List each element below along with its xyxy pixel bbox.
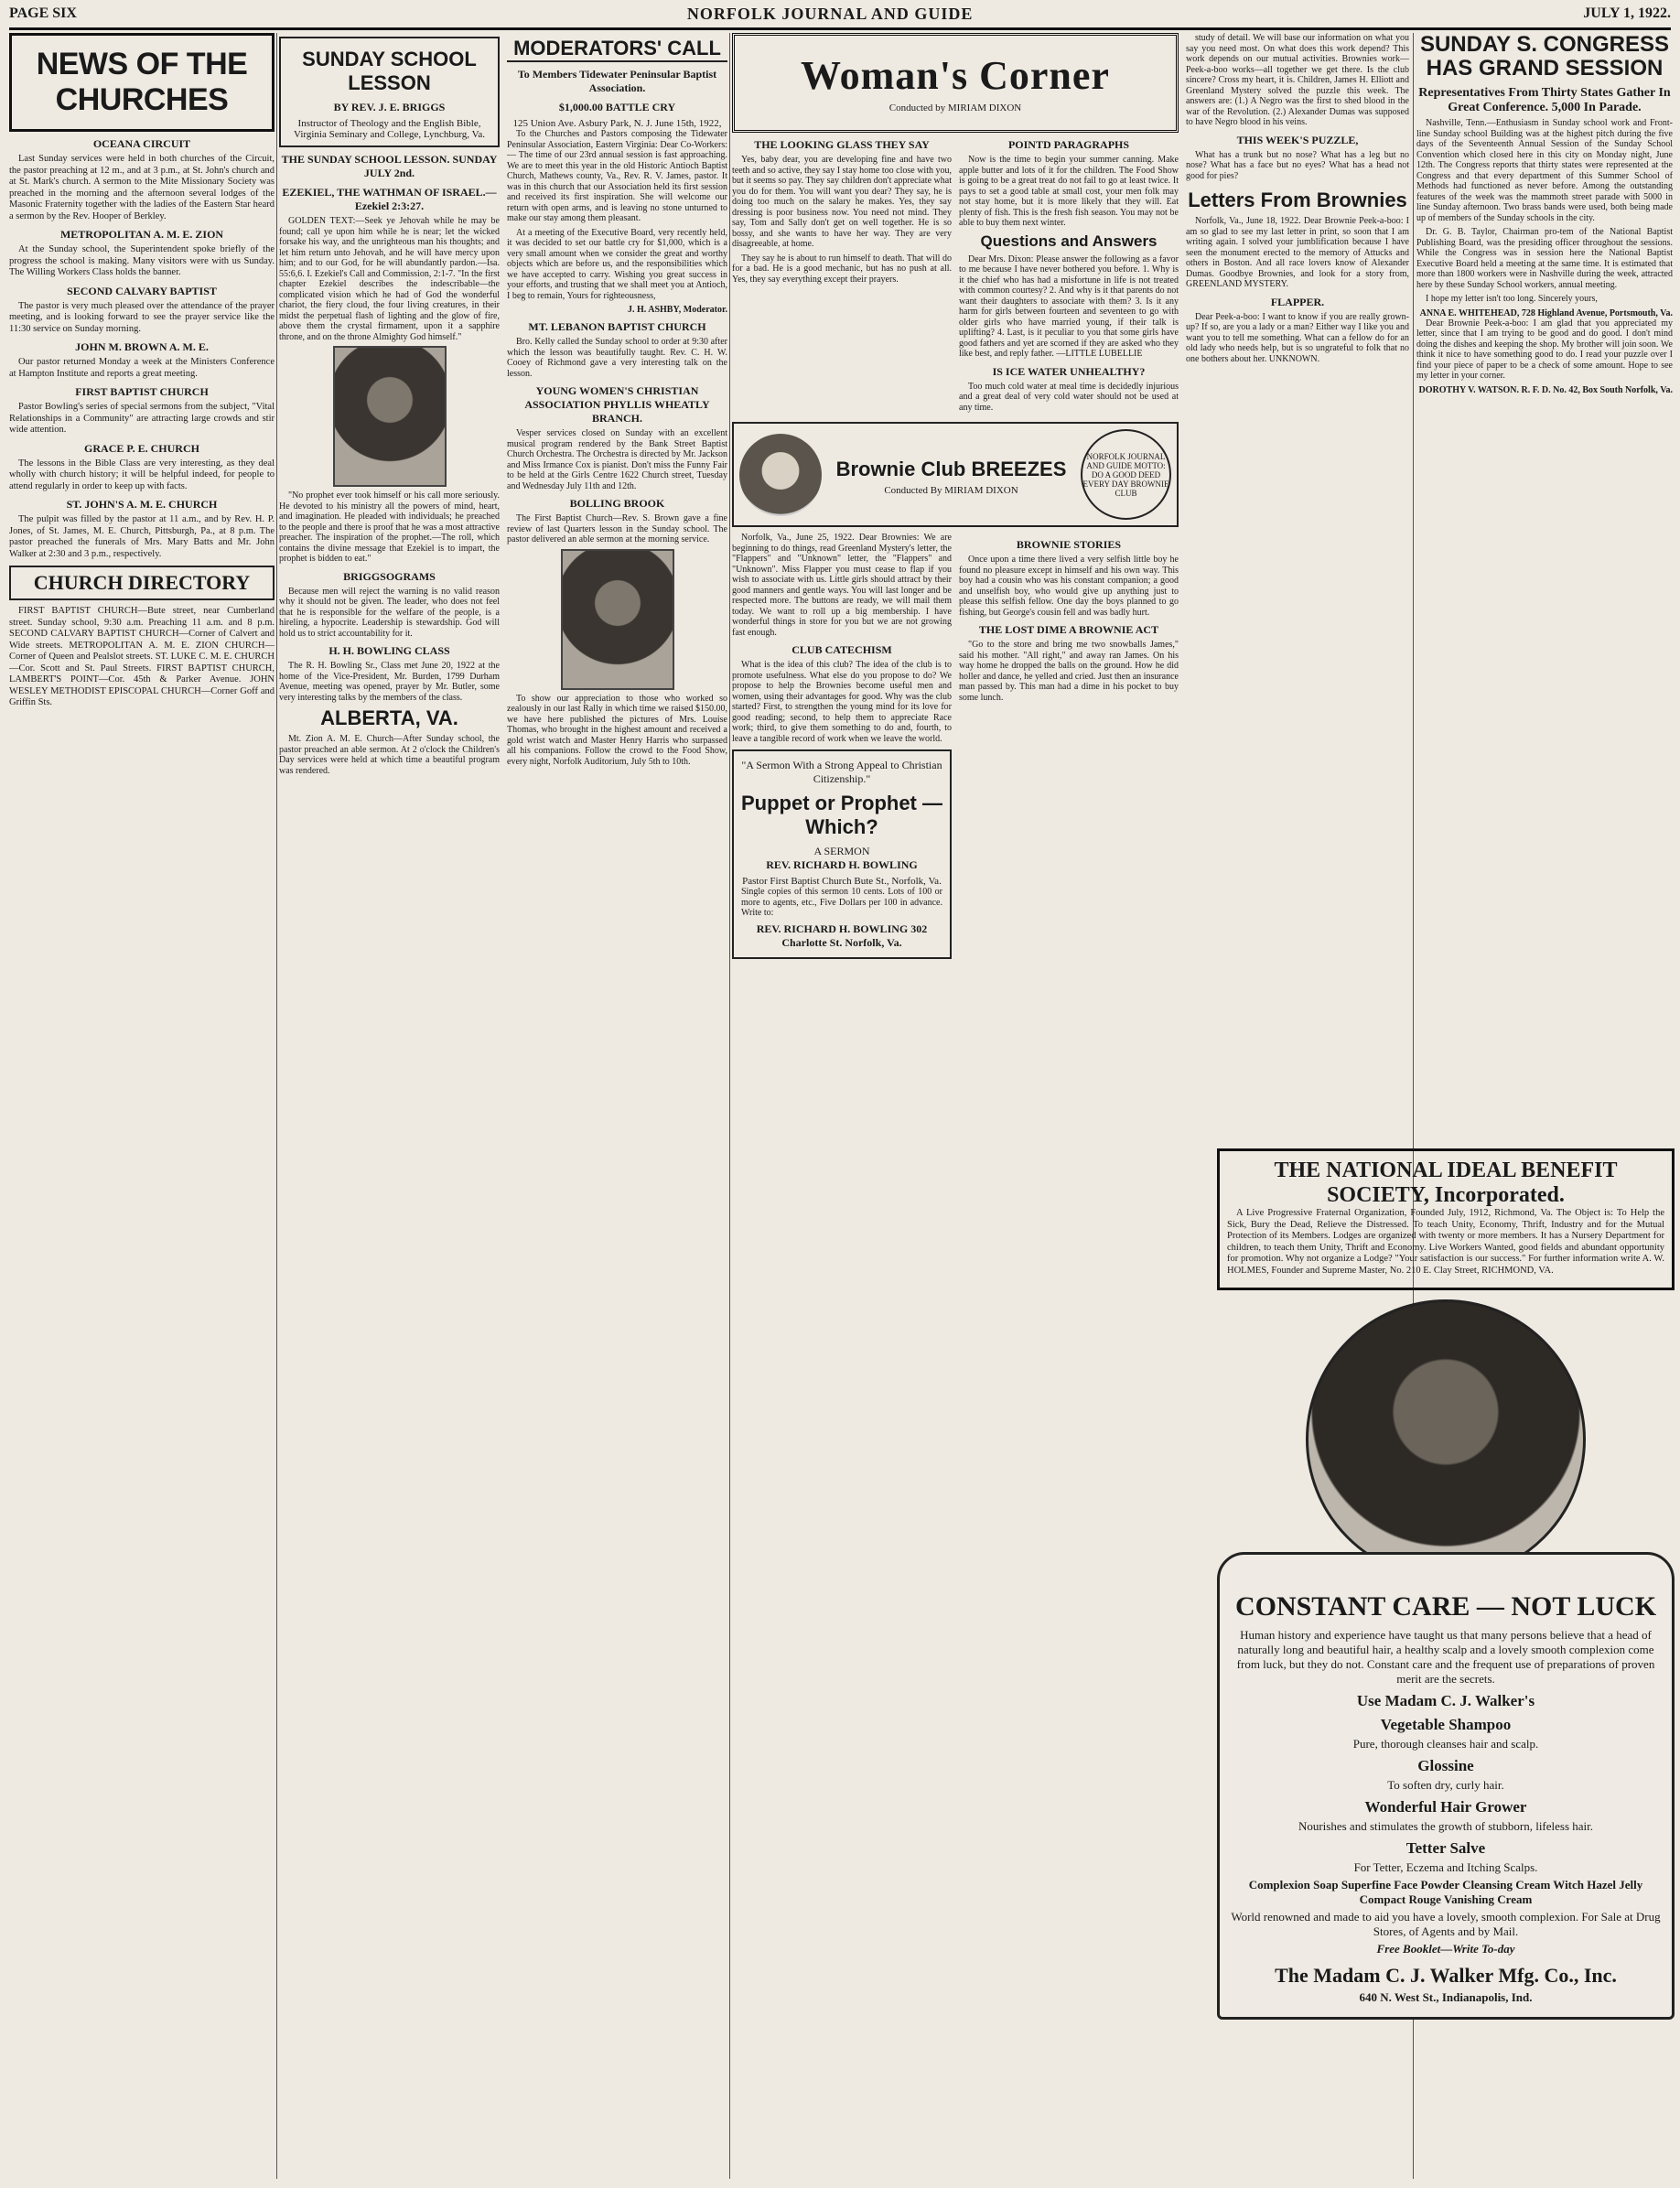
point-text: Now is the time to begin your summer canning. Make apple butter and lots of it for the children. The Food Show is going to be a great treat do not fail to go at least twice. It pays to set a good table at small cost, your men folk may not stay home, but it is more likely that they will. Eat plenty of fish. This is the fresh fish season. You may not be able to buy them next winter. (959, 155, 1179, 228)
article-text: Pastor Bowling's series of special sermons from the subject, "Vital Relationships in a Community" are attracting large crowds and stir wide attention. (9, 402, 275, 435)
product-desc: Nourishes and stimulates the growth of stubborn, lifeless hair. (1298, 1819, 1594, 1833)
article-text: The lessons in the Bible Class are very interesting, as they deal wholly with church history; it will be helpful indeed, for people to attend regularly in order to keep up with facts. (9, 458, 275, 491)
article-text: The pulpit was filled by the pastor at 11 a.m., and by Rev. H. P. Jones, of St. James, M. E. Church, Pittsburgh, Pa., at 8 p.m. The pastor preached the funerals of Mrs. Mary Batts and Mr. John Walker at 2:30 and 3 p.m., respectively. (9, 514, 275, 559)
brownie-club-seal: NORFOLK JOURNAL AND GUIDE MOTTO: DO A GOOD DEED EVERY DAY BROWNIE CLUB (1081, 429, 1171, 520)
alberta-head: ALBERTA, VA. (320, 706, 458, 729)
congress-sub: Representatives From Thirty States Gather In Great Conference. 5,000 In Parade. (1418, 86, 1671, 114)
portrait-photo (561, 549, 674, 690)
lesson-subhead: EZEKIEL, THE WATHMAN OF ISRAEL.—Ezekiel 2:3:27. (282, 186, 497, 212)
alberta-text: Mt. Zion A. M. E. Church—After Sunday school, the pastor preached an able sermon. At 2 o'clock the Children's Day services were held at which time a beautiful program was rendered. (279, 734, 500, 776)
sermon-order: Single copies of this sermon 10 cents. Lots of 100 or more to agents, etc., Five Dollars per 100 in advance. Write to: (741, 887, 942, 918)
walker-ad-world: World renowned and made to aid you have a lovely, smooth complexion. For Sale at Drug Stores, of Agents and by Mail. (1231, 1910, 1661, 1938)
lesson-header (279, 37, 500, 147)
club-text: study of detail. We will base our information on what you say you need most. On what does this work depend? This work depends on our mutual activities. Brownies work—Peek-a-boo works—all together we get there. Is the club sincere? Cross my heart, it is. Children, James H. Elliott and Greenland Mystery solved the puzzle this week. The answers are: (1.) A Negro was the first to shed blood in the war of the Revolution. (2.) Alexander Dumas was supposed to have Negro blood in his veins. (1186, 33, 1409, 127)
sermon-quote: "A Sermon With a Strong Appeal to Christian Citizenship." (741, 759, 942, 785)
article-head: ST. JOHN'S A. M. E. CHURCH (66, 498, 218, 511)
qa-text: Dear Mrs. Dixon: Please answer the following as a favor to me because I have never bothered you before. 1. Why is it the chief who has had a misfortune in life is not treated with common courtesy? 2. And why is it that parents do not want their daughters to associate with them? 3. Is it any harm for girls between fourteen and seventeen to go with older girls who have married young, if their talk is uplifting? 4. Last, is it peculiar to you that some girls have good fathers and yet are scorned if they are asked who they like best, and reply father. —LITTLE LUBELLIE (959, 253, 1179, 359)
bowling-class-head: H. H. BOWLING CLASS (328, 644, 450, 657)
brownie-text: Norfolk, Va., June 25, 1922. Dear Brownies: We are beginning to do things, read Greenland Mystery's letter, the "Flappers" and "Unknown" letter, the "Flappers" and "Unknown". Miss Flapper you must cease to flap if you wish to associate with us. Little girls should attract by their good manners and gentle ways. You will last longer and be respected more. The buttons are ready, we will mail them today. We want to roll up a big membership. I have wonderful things in store for you but we are not growing fast enough. (732, 533, 952, 638)
product-desc: Pure, thorough cleanses hair and scalp. (1352, 1737, 1539, 1751)
letter-signature: ANNA E. WHITEHEAD, 728 Highland Avenue, Portsmouth, Va. (1419, 307, 1673, 318)
ice-text: Too much cold water at meal time is decidedly injurious and a great deal of very cold water should not be used at any time. (959, 381, 1179, 413)
article-text: Our pastor returned Monday a week at the Ministers Conference at Hampton Institute and reports a great meeting. (9, 357, 275, 379)
sermon-label: A SERMON (813, 845, 870, 857)
section-title: NEWS OF THE CHURCHES (9, 33, 275, 132)
product-name: Vegetable Shampoo (1380, 1716, 1512, 1733)
walker-ad-intro: Human history and experience have taught us that many persons believe that a head of naturally long and beautiful hair, a healthy scalp and a lovely smooth complexion come from luck, but they do not. Constant care and the frequent use of preparations of proven merit are the secrets. (1236, 1628, 1655, 1686)
lesson-affiliation: Instructor of Theology and the English Bible, Virginia Seminary and College, Lynchburg, Va. (294, 118, 485, 140)
article-head: JOHN M. BROWN A. M. E. (75, 340, 209, 353)
battle-cry: $1,000.00 BATTLE CRY (558, 101, 676, 113)
womans-corner-header (732, 33, 1179, 133)
briggsograms-head: BRIGGSOGRAMS (343, 569, 436, 583)
ads-area (1217, 1148, 1675, 2123)
lesson-text: GOLDEN TEXT:—Seek ye Jehovah while he may be found; call ye upon him while he is near; let the wicked forsake his way, and the unrighteous man his thoughts; and let him return unto Jehovah, and he will have mercy upon him; and to our God, for he will abundantly pardon.—Isa. 55:6,6. I. Ezekiel's Call and Commission, 2:1-7. "In the first chapter Ezekiel describes the indescribable—the complicated vision which he had of God the wonderful chariot, the fiery cloud, the four living creatures, in their midst the perpetual flash of lighting and the glow of fire, above them the crystal firmament, upon it a sapphire throne, and on the throne Almighty God himself." (279, 216, 500, 342)
product-name: Wonderful Hair Grower (1364, 1798, 1527, 1816)
church-news-column (9, 33, 275, 2179)
article-head: SECOND CALVARY BAPTIST (67, 284, 217, 297)
article-head: OCEANA CIRCUIT (92, 137, 191, 150)
benefit-society-ad (1217, 1148, 1675, 1290)
womans-corner-byline: Conducted by MIRIAM DIXON (888, 102, 1022, 113)
womans-corner-title: Woman's Corner (801, 53, 1110, 98)
brownie-club-title: Brownie Club BREEZES (835, 457, 1067, 480)
lesson-head: THE SUNDAY SCHOOL LESSON. SUNDAY JULY 2nd. (281, 153, 498, 179)
product-desc: For Tetter, Eczema and Itching Scalps. (1353, 1860, 1538, 1874)
dime-text: "Go to the store and bring me two snowballs James," said his mother. "All right," and away ran James. On his way home he dropped the balls on the ground. How he did holler and dance, he yelled and cried. Just then an insurance man passed by. This man had a dime in his pocket to buy some lunch. (959, 640, 1179, 703)
brownie-club-byline: Conducted By MIRIAM DIXON (884, 484, 1018, 496)
moderator-address: 125 Union Ave. Asbury Park, N. J. June 15th, 1922, (512, 118, 722, 129)
lesson-column (279, 33, 727, 2179)
lesson-byline: BY REV. J. E. BRIGGS (333, 101, 446, 113)
walker-ad (1217, 1299, 1675, 2123)
glass-text: They say he is about to run himself to death. That will do for a bad. He is a good mechanic, but has no push at all. Yes, they say everything except their prayers. (732, 253, 952, 285)
product-name: Tetter Salve (1405, 1839, 1486, 1857)
brownie-club-header (732, 422, 1179, 527)
portrait-photo (333, 346, 447, 487)
page-number: PAGE SIX (9, 5, 77, 21)
ywca-text: Vesper services closed on Sunday with an excellent musical program rendered by the Bank Street Baptist Church Orchestra. The Orchestra is directed by Mr. Jackson and Miss Irmance Cox is pianist. Don't miss the Funny Fair to be held at the Girls Centre 1622 Church street, Tuesday and Wednesday July 11th and 12th. (507, 428, 727, 491)
congress-text: Nashville, Tenn.—Enthusiasm in Sunday school work and Front-line Sunday school Building was at the highest pitch during the five days of the Seventeenth Annual Session of the Sunday School Convention which closed here in this city on Monday night, June 12th. The Congress reports that thirty states were represented at the Congress and that every department of this Summer School of Methods had functioned as never before. Among the outstanding features of the week was the mammoth street parade with 5000 in line Sunday afternoon. Two brass bands were used, both being made up of members of the Sunday schools in the city. (1416, 118, 1673, 223)
article-text: Last Sunday services were held in both churches of the Circuit, the pastor preaching at 12 m., and at 3 p.m., at St. John's church and at St. Mark's church. A sermon to the Mite Missionary Society was preached in the morning and the afternoon several lodges of the Masonic Fraternity together with the ladies of the Eastern Star heard a sermon by the Rev. Hooper of Berkley. (9, 154, 275, 221)
walker-ad-use: Use Madam C. J. Walker's (1356, 1692, 1535, 1709)
dime-head: THE LOST DIME A BROWNIE ACT (978, 623, 1159, 636)
point-head: POINTD PARAGRAPHS (1007, 138, 1130, 151)
bolling-text: The First Baptist Church—Rev. S. Brown gave a fine review of last Quarters lesson in the Sunday school. The pastor delivered an able sermon at the morning service. (507, 513, 727, 544)
flapper-head: FLAPPER. (1270, 295, 1325, 308)
sermon-address: REV. RICHARD H. BOWLING 302 Charlotte St. Norfolk, Va. (756, 922, 928, 949)
walker-ad-title: CONSTANT CARE — NOT LUCK (1234, 1591, 1657, 1622)
article-head: FIRST BAPTIST CHURCH (75, 385, 209, 398)
bolling-head: BOLLING BROOK (569, 497, 665, 510)
brownie-face-image (739, 434, 822, 516)
puzzle-text: What has a trunk but no nose? What has a leg but no nose? What has a face but no eyes? What has a head not good for pies? (1186, 149, 1409, 181)
letters-text: Norfolk, Va., June 18, 1922. Dear Brownie Peek-a-boo: I am so glad to see my last letter in print, so soon that I am writing again. I solved your jumblification because I have seen the monument erected to the memory of Attucks and others in Boston. And all race lovers know of Alexander Dumas. Goodbye Brownies, and look for a story from, GREENLAND MYSTERY. (1186, 216, 1409, 289)
lesson-text: "No prophet ever took himself or his call more seriously. He devoted to his ministry all the powers of mind, heart, and imagination. He pleaded with individuals; he preached to the people and there is proof that he was a most attractive preacher. The inspiration of the prophet.—The roll, which contains the divine message that Ezekiel is to impart, the prophet is bidden to eat." (279, 490, 500, 564)
moderator-text: To the Churches and Pastors composing the Tidewater Peninsular Association, Eastern Virginia: Dear Co-Workers:— The time of our 23rd annual session is fast approaching. We are to meet this year in the old Historic Antioch Baptist Church, Mathews county, Va., Rev. R. V. James, pastor. It was in this church that our Association held its first session and received its first inspiration. She will welcome our return with open arms, and is leaving no stone unturned to make our stay among them pleasant. (507, 129, 727, 223)
lebanon-text: Bro. Kelly called the Sunday school to order at 9:30 after which the lesson was beautifully taught. Rev. C. H. W. Cooey of Richmond gave a very interesting talk on the lesson. (507, 337, 727, 379)
walker-ad-booklet: Free Booklet—Write To-day (1376, 1942, 1515, 1956)
puzzle-head: THIS WEEK'S PUZZLE, (1236, 133, 1359, 146)
article-head: GRACE P. E. CHURCH (84, 441, 199, 455)
sermon-title: Puppet or Prophet —Which? (741, 792, 942, 838)
letter-text: Dear Brownie Peek-a-boo: I am glad that you appreciated my letter, since that I am trying to be good and do good. I don't mind doing the dishes and keeping the shop. My brother will join soon. We think it nice to have something good to do. I read your puzzle over I find your piece of paper to be a check of some amount. Hope to see my letter in your corner. (1416, 318, 1673, 381)
letters-head: Letters From Brownies (1188, 189, 1407, 211)
article-text: The pastor is very much pleased over the attendance of the prayer meeting, and is looking forward to see the prayer service like the 11:30 service on Sunday morning. (9, 300, 275, 334)
article-text: At the Sunday school, the Superintendent spoke briefly of the progress the school is making. Many visitors were with us Sunday. The Willing Workers Class holds the banner. (9, 244, 275, 277)
masthead (9, 0, 1671, 30)
glass-text: Yes, baby dear, you are developing fine and have two teeth and so active, they say I stay home too close with you, but it seems so pay. They say children don't appreciate what you do for them. You will want you dear? They say, he is doing too much on the salary he makes. Yes, they say dressing is poor business now. You need not mind. They say, Tom and Sally don't get on well together. He is so bossy, and she wants to have her way. They are very disagreeable, at home. (732, 155, 952, 249)
column-rule (729, 33, 730, 2179)
directory-text: FIRST BAPTIST CHURCH—Bute street, near Cumberland street. Sunday school, 9:30 a.m. Preaching 11 a.m. and 8 p.m. SECOND CALVARY BAPTIST CHURCH—Corner of Calvert and Wide streets. METROPOLITAN A. M. E. ZION CHURCH—Corner of Queen and Pealslot streets. ST. LUKE C. M. E. CHURCH—Cor. Scott and St. Paul Streets. FIRST BAPTIST CHURCH, LAMBERT'S POINT—Cor. 45th & Parker Avenue. JOHN WESLEY METHODIST EPISCOPAL CHURCH—Corner Goff and Griffin Sts. (9, 606, 275, 707)
bolling-text: To show our appreciation to those who worked so zealously in our last Rally in which time we raised $150.00, we have here published the pictures of Mrs. Louise Thomas, who brought in the highest amount and received a gold wrist watch and Master Henry Harris who surpassed all his companions. Follow the crowd to the Food Show, every night, Norfolk Auditorium, July 5th to 10th. (507, 693, 727, 767)
stories-head: BROWNIE STORIES (1016, 538, 1122, 551)
moderator-sub: To Members Tidewater Peninsular Baptist Association. (517, 68, 717, 94)
letter-text: I hope my letter isn't too long. Sincerely yours, (1426, 294, 1598, 304)
issue-date: JULY 1, 1922. (1583, 5, 1671, 21)
newspaper-name: NORFOLK JOURNAL AND GUIDE (686, 4, 974, 23)
flapper-text: Dear Peek-a-boo: I want to know if you are really grown-up? If so, are you a lady or a man? Either way I like you and want you to tell me something. What can a fellow do for an old lady who needs help, but is so ungrateful to folk that no one bothers about her. UNKNOWN. (1186, 311, 1409, 364)
glass-head: THE LOOKING GLASS THEY SAY (754, 138, 930, 151)
stories-text: Once upon a time there lived a very selfish little boy he found no pleasure except in himself and his own way. This boy had a cousin who was his constant companion; a good and unselfish boy, who would give up anything just to please this selfish fellow. One day the boys planned to go fishing, but George's cousin fell and was badly hurt. (959, 555, 1179, 618)
lebanon-head: MT. LEBANON BAPTIST CHURCH (528, 320, 706, 333)
moderator-signature: J. H. ASHBY, Moderator. (628, 305, 727, 315)
benefit-society-text: A Live Progressive Fraternal Organization, Founded July, 1912, Richmond, Va. The Object is: To Help the Sick, Bury the Dead, Relieve the Distressed. To teach Unity, Economy, Thrift, Industry and for the Mutual Protection of its Members. Lodges are organized with twenty or more members. It has a Nursery Department for children, to teach them Unity, Thrift and Economy. Live Workers Wanted, good fields and abundant opportunity for promotion. Why not organize a Lodge? "Your satisfaction is our success." For further information write A. W. HOLMES, Founder and Supreme Master, No. 210 E. Clay Street, RICHMOND, VA. (1227, 1208, 1664, 1276)
sermon-author: REV. RICHARD H. BOWLING (766, 858, 918, 871)
benefit-society-title: THE NATIONAL IDEAL BENEFIT SOCIETY, Incorporated. (1274, 1159, 1618, 1207)
catechism-text: What is the idea of this club? The idea of the club is to promote usefulness. What else do you propose to do? We propose to help the Brownies become useful men and women, using their advantages for good. Why was the club started? First, to strengthen the young mind for its love for good reading; second, to help them to appreciate Race work; third, to give them something to do and, fourth, to leave a tangible record of work when we leave the world. (732, 660, 952, 744)
walker-company: The Madam C. J. Walker Mfg. Co., Inc. (1275, 1964, 1617, 1987)
article-head: METROPOLITAN A. M. E. ZION (59, 228, 224, 241)
congress-text: Dr. G. B. Taylor, Chairman pro-tem of the National Baptist Publishing Board, was the presiding officer throughout the sessions. While the Congress was in session here the National Baptist Executive Board held a meeting at the same time. It is estimated that more than 1800 workers were in Nashville during the week, attracted here by these Sunday School workers, annual meeting. (1416, 227, 1673, 290)
product-list: Complexion Soap Superfine Face Powder Cleansing Cream Witch Hazel Jelly Compact Rouge Vanishing Cream (1248, 1878, 1643, 1906)
lesson-title: SUNDAY SCHOOL LESSON (302, 48, 477, 94)
moderator-text: At a meeting of the Executive Board, very recently held, it was decided to set our battle cry for $1,000, which is a very small amount when we consider the great and worthy objects which are before us, and the responsibilities which we have accepted to carry. Wishing you great success in your efforts, and trusting that we shall meet you at Antioch, I beg to remain, Yours for righteousness, (507, 227, 727, 301)
madam-walker-portrait (1306, 1299, 1586, 1579)
catechism-head: CLUB CATECHISM (792, 643, 892, 656)
bowling-class-text: The R. H. Bowling Sr., Class met June 20, 1922 at the home of the Vice-President, Mr. Burden, 1799 Durham Avenue, meeting was opened, prayer by Mr. Butler, some very interesting talks by the members of the class. (279, 661, 500, 703)
ywca-head: YOUNG WOMEN'S CHRISTIAN ASSOCIATION PHYLLIS WHEATLY BRANCH. (524, 384, 710, 425)
sermon-box (732, 749, 952, 959)
letter-signature: DOROTHY V. WATSON. R. F. D. No. 42, Box South Norfolk, Va. (1418, 384, 1673, 395)
qa-head: Questions and Answers (980, 232, 1158, 250)
directory-title: CHURCH DIRECTORY (9, 566, 275, 600)
product-name: Glossine (1417, 1757, 1474, 1774)
moderator-title: MODERATORS' CALL (507, 37, 727, 62)
product-desc: To soften dry, curly hair. (1387, 1778, 1504, 1792)
ice-head: IS ICE WATER UNHEALTHY? (992, 364, 1146, 378)
congress-title: SUNDAY S. CONGRESS HAS GRAND SESSION (1419, 33, 1670, 81)
column-rule (276, 33, 277, 2179)
briggsograms-text: Because men will reject the warning is no valid reason why it should not be given. The leader, who does not feel that he is responsible for the welfare of the people, is a hireling, a hypocrite. Leadership is stewardship. God will hold us to strict accountability for it. (279, 586, 500, 639)
sermon-church: Pastor First Baptist Church Bute St., Norfolk, Va. (742, 876, 942, 887)
walker-company-address: 640 N. West St., Indianapolis, Ind. (1359, 1990, 1533, 2004)
